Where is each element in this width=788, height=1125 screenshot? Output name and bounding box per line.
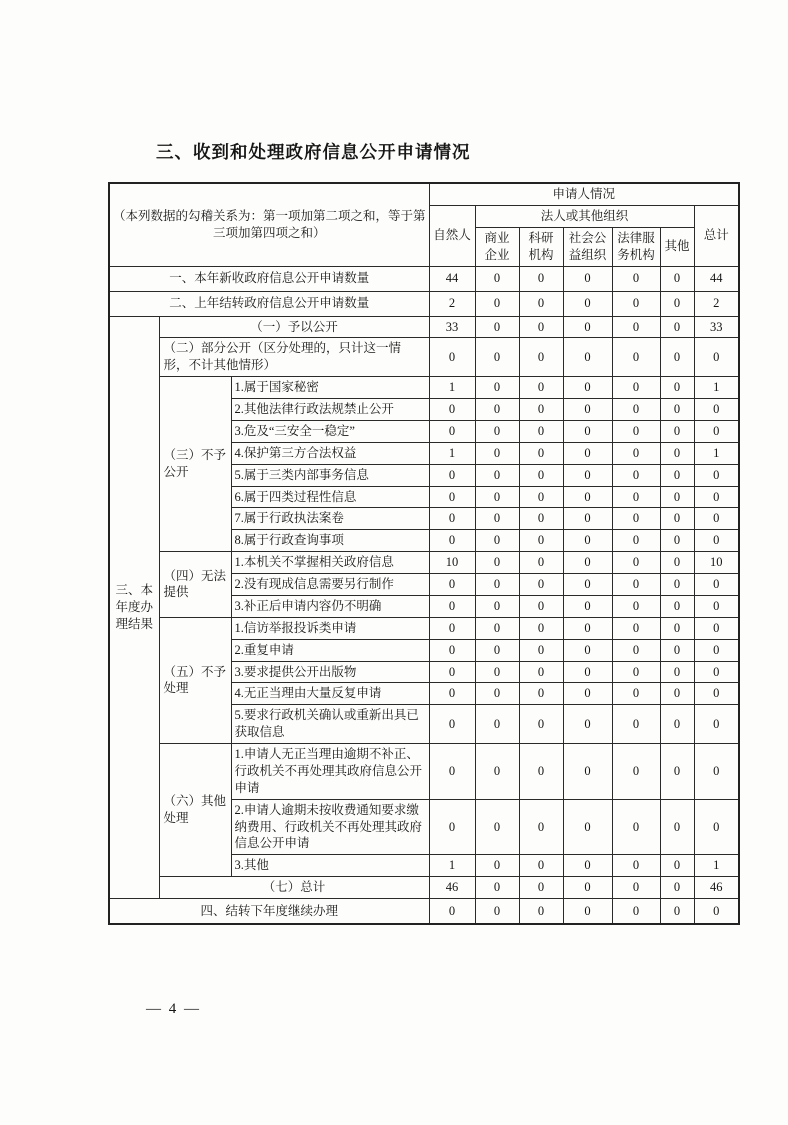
value-cell: 0 bbox=[612, 617, 660, 639]
value-cell: 1 bbox=[694, 377, 739, 399]
row-label: 1.属于国家秘密 bbox=[231, 377, 429, 399]
value-cell: 0 bbox=[475, 661, 519, 683]
value-cell: 0 bbox=[563, 530, 612, 552]
value-cell: 0 bbox=[660, 464, 694, 486]
value-cell: 0 bbox=[519, 486, 563, 508]
value-cell: 0 bbox=[475, 530, 519, 552]
row-label: 6.属于四类过程性信息 bbox=[231, 486, 429, 508]
table-row bbox=[109, 877, 739, 899]
value-cell: 0 bbox=[612, 877, 660, 899]
value-cell: 44 bbox=[694, 266, 739, 291]
value-cell: 0 bbox=[563, 508, 612, 530]
value-cell: 0 bbox=[519, 464, 563, 486]
value-cell: 0 bbox=[519, 744, 563, 800]
row-label: 4.无正当理由大量反复申请 bbox=[231, 683, 429, 705]
value-cell: 0 bbox=[519, 855, 563, 877]
value-cell: 0 bbox=[660, 799, 694, 855]
value-cell: 0 bbox=[519, 899, 563, 925]
value-cell: 33 bbox=[694, 316, 739, 338]
row-label: （一）予以公开 bbox=[159, 316, 429, 338]
value-cell: 0 bbox=[694, 595, 739, 617]
value-cell: 0 bbox=[475, 617, 519, 639]
value-cell: 0 bbox=[519, 316, 563, 338]
value-cell: 0 bbox=[660, 574, 694, 596]
section-label: 三、本年度办理结果 bbox=[109, 316, 159, 899]
value-cell: 0 bbox=[519, 574, 563, 596]
value-cell: 0 bbox=[660, 486, 694, 508]
value-cell: 0 bbox=[612, 399, 660, 421]
value-cell: 0 bbox=[429, 744, 475, 800]
row-label: 2.重复申请 bbox=[231, 639, 429, 661]
value-cell: 0 bbox=[519, 291, 563, 316]
value-cell: 0 bbox=[694, 508, 739, 530]
group-label: （五）不予处理 bbox=[159, 617, 231, 743]
value-cell: 0 bbox=[563, 595, 612, 617]
value-cell: 10 bbox=[694, 552, 739, 574]
value-cell: 0 bbox=[612, 377, 660, 399]
value-cell: 0 bbox=[563, 420, 612, 442]
value-cell: 0 bbox=[694, 486, 739, 508]
value-cell: 0 bbox=[429, 464, 475, 486]
value-cell: 0 bbox=[563, 744, 612, 800]
table-row bbox=[109, 338, 739, 377]
value-cell: 1 bbox=[429, 442, 475, 464]
value-cell: 0 bbox=[612, 683, 660, 705]
value-cell: 0 bbox=[563, 799, 612, 855]
group-label: （三）不予公开 bbox=[159, 377, 231, 552]
value-cell: 0 bbox=[694, 899, 739, 925]
value-cell: 0 bbox=[612, 442, 660, 464]
value-cell: 0 bbox=[519, 617, 563, 639]
value-cell: 46 bbox=[694, 877, 739, 899]
value-cell: 0 bbox=[429, 574, 475, 596]
value-cell: 0 bbox=[612, 486, 660, 508]
value-cell: 0 bbox=[660, 617, 694, 639]
value-cell: 0 bbox=[612, 799, 660, 855]
value-cell: 0 bbox=[660, 877, 694, 899]
header-total: 总计 bbox=[694, 205, 739, 266]
value-cell: 0 bbox=[660, 266, 694, 291]
value-cell: 0 bbox=[612, 552, 660, 574]
value-cell: 0 bbox=[429, 639, 475, 661]
header-applicant-group: 申请人情况 bbox=[429, 183, 739, 205]
group-label: （四）无法提供 bbox=[159, 552, 231, 618]
table-row bbox=[109, 316, 739, 338]
value-cell: 0 bbox=[519, 799, 563, 855]
value-cell: 0 bbox=[475, 377, 519, 399]
row-label: 2.其他法律行政法规禁止公开 bbox=[231, 399, 429, 421]
value-cell: 0 bbox=[694, 530, 739, 552]
value-cell: 0 bbox=[475, 291, 519, 316]
value-cell: 0 bbox=[660, 661, 694, 683]
value-cell: 0 bbox=[612, 338, 660, 377]
value-cell: 0 bbox=[694, 661, 739, 683]
row-label: 7.属于行政执法案卷 bbox=[231, 508, 429, 530]
value-cell: 0 bbox=[475, 420, 519, 442]
value-cell: 0 bbox=[660, 399, 694, 421]
value-cell: 0 bbox=[563, 855, 612, 877]
header-org-type: 法律服务机构 bbox=[612, 227, 660, 266]
value-cell: 0 bbox=[475, 799, 519, 855]
value-cell: 0 bbox=[660, 595, 694, 617]
row-label: 二、上年结转政府信息公开申请数量 bbox=[109, 291, 429, 316]
value-cell: 0 bbox=[660, 855, 694, 877]
row-label: 4.保护第三方合法权益 bbox=[231, 442, 429, 464]
table-row bbox=[109, 744, 739, 800]
group-label: （六）其他处理 bbox=[159, 744, 231, 877]
value-cell: 33 bbox=[429, 316, 475, 338]
row-label: 5.要求行政机关确认或重新出具已获取信息 bbox=[231, 705, 429, 744]
value-cell: 0 bbox=[563, 899, 612, 925]
value-cell: 1 bbox=[429, 855, 475, 877]
value-cell: 0 bbox=[429, 705, 475, 744]
value-cell: 0 bbox=[563, 486, 612, 508]
value-cell: 0 bbox=[694, 574, 739, 596]
value-cell: 0 bbox=[475, 266, 519, 291]
value-cell: 0 bbox=[660, 291, 694, 316]
value-cell: 0 bbox=[475, 486, 519, 508]
value-cell: 0 bbox=[429, 338, 475, 377]
value-cell: 0 bbox=[612, 420, 660, 442]
value-cell: 0 bbox=[660, 338, 694, 377]
value-cell: 0 bbox=[475, 899, 519, 925]
value-cell: 0 bbox=[563, 661, 612, 683]
value-cell: 0 bbox=[429, 899, 475, 925]
header-natural-person: 自然人 bbox=[429, 205, 475, 266]
value-cell: 0 bbox=[563, 552, 612, 574]
value-cell: 0 bbox=[694, 683, 739, 705]
value-cell: 0 bbox=[612, 266, 660, 291]
value-cell: 0 bbox=[612, 639, 660, 661]
value-cell: 0 bbox=[429, 508, 475, 530]
header-org-type: 社会公益组织 bbox=[563, 227, 612, 266]
value-cell: 0 bbox=[660, 442, 694, 464]
table-row bbox=[109, 899, 739, 925]
value-cell: 0 bbox=[475, 705, 519, 744]
value-cell: 0 bbox=[475, 442, 519, 464]
value-cell: 0 bbox=[612, 291, 660, 316]
value-cell: 0 bbox=[563, 377, 612, 399]
table-row bbox=[109, 291, 739, 316]
value-cell: 0 bbox=[429, 486, 475, 508]
value-cell: 0 bbox=[429, 595, 475, 617]
value-cell: 0 bbox=[563, 266, 612, 291]
row-label: 3.其他 bbox=[231, 855, 429, 877]
header-org-type: 科研机构 bbox=[519, 227, 563, 266]
value-cell: 0 bbox=[519, 442, 563, 464]
value-cell: 0 bbox=[475, 399, 519, 421]
value-cell: 2 bbox=[429, 291, 475, 316]
row-label: 2.没有现成信息需要另行制作 bbox=[231, 574, 429, 596]
value-cell: 0 bbox=[429, 661, 475, 683]
value-cell: 0 bbox=[429, 530, 475, 552]
value-cell: 0 bbox=[660, 508, 694, 530]
value-cell: 0 bbox=[660, 639, 694, 661]
value-cell: 0 bbox=[563, 291, 612, 316]
row-label: 2.申请人逾期未按收费通知要求缴纳费用、行政机关不再处理其政府信息公开申请 bbox=[231, 799, 429, 855]
value-cell: 0 bbox=[519, 530, 563, 552]
value-cell: 0 bbox=[612, 574, 660, 596]
value-cell: 0 bbox=[563, 442, 612, 464]
value-cell: 0 bbox=[660, 530, 694, 552]
report-table-wrap bbox=[108, 182, 738, 925]
value-cell: 0 bbox=[563, 338, 612, 377]
row-label: 1.申请人无正当理由逾期不补正、行政机关不再处理其政府信息公开申请 bbox=[231, 744, 429, 800]
value-cell: 0 bbox=[660, 420, 694, 442]
row-label: 5.属于三类内部事务信息 bbox=[231, 464, 429, 486]
value-cell: 0 bbox=[612, 899, 660, 925]
value-cell: 0 bbox=[475, 639, 519, 661]
row-label: （七）总计 bbox=[159, 877, 429, 899]
value-cell: 0 bbox=[429, 420, 475, 442]
table-header-row bbox=[109, 183, 739, 205]
value-cell: 0 bbox=[660, 899, 694, 925]
value-cell: 0 bbox=[475, 552, 519, 574]
value-cell: 0 bbox=[563, 683, 612, 705]
row-label: 3.补正后申请内容仍不明确 bbox=[231, 595, 429, 617]
value-cell: 0 bbox=[519, 399, 563, 421]
value-cell: 0 bbox=[694, 799, 739, 855]
row-label: （二）部分公开（区分处理的，只计这一情形，不计其他情形） bbox=[159, 338, 429, 377]
value-cell: 0 bbox=[660, 683, 694, 705]
value-cell: 0 bbox=[660, 377, 694, 399]
value-cell: 0 bbox=[429, 683, 475, 705]
value-cell: 0 bbox=[612, 316, 660, 338]
value-cell: 0 bbox=[612, 595, 660, 617]
row-label: 8.属于行政查询事项 bbox=[231, 530, 429, 552]
table-row bbox=[109, 377, 739, 399]
value-cell: 0 bbox=[612, 508, 660, 530]
row-label: 1.信访举报投诉类申请 bbox=[231, 617, 429, 639]
header-org-type: 其他 bbox=[660, 227, 694, 266]
value-cell: 0 bbox=[660, 552, 694, 574]
page-title: 三、收到和处理政府信息公开申请情况 bbox=[156, 142, 471, 162]
value-cell: 0 bbox=[694, 705, 739, 744]
report-table bbox=[108, 182, 740, 925]
value-cell: 0 bbox=[475, 338, 519, 377]
row-label: 一、本年新收政府信息公开申请数量 bbox=[109, 266, 429, 291]
value-cell: 0 bbox=[694, 617, 739, 639]
value-cell: 0 bbox=[612, 464, 660, 486]
value-cell: 0 bbox=[519, 595, 563, 617]
value-cell: 0 bbox=[694, 399, 739, 421]
value-cell: 0 bbox=[475, 744, 519, 800]
value-cell: 0 bbox=[429, 399, 475, 421]
value-cell: 1 bbox=[694, 442, 739, 464]
row-label: 3.危及“三安全一稳定” bbox=[231, 420, 429, 442]
value-cell: 0 bbox=[694, 639, 739, 661]
value-cell: 0 bbox=[563, 705, 612, 744]
value-cell: 0 bbox=[563, 399, 612, 421]
value-cell: 0 bbox=[660, 705, 694, 744]
value-cell: 0 bbox=[660, 316, 694, 338]
value-cell: 0 bbox=[519, 661, 563, 683]
value-cell: 0 bbox=[612, 855, 660, 877]
table-row bbox=[109, 617, 739, 639]
value-cell: 0 bbox=[519, 877, 563, 899]
header-legal-org-group: 法人或其他组织 bbox=[475, 205, 694, 227]
value-cell: 44 bbox=[429, 266, 475, 291]
value-cell: 0 bbox=[563, 316, 612, 338]
value-cell: 0 bbox=[475, 316, 519, 338]
value-cell: 0 bbox=[612, 661, 660, 683]
value-cell: 0 bbox=[563, 877, 612, 899]
value-cell: 0 bbox=[475, 855, 519, 877]
value-cell: 0 bbox=[563, 464, 612, 486]
value-cell: 10 bbox=[429, 552, 475, 574]
value-cell: 0 bbox=[475, 683, 519, 705]
value-cell: 2 bbox=[694, 291, 739, 316]
value-cell: 0 bbox=[429, 799, 475, 855]
value-cell: 0 bbox=[563, 574, 612, 596]
value-cell: 0 bbox=[475, 877, 519, 899]
value-cell: 0 bbox=[694, 338, 739, 377]
value-cell: 0 bbox=[612, 744, 660, 800]
value-cell: 0 bbox=[519, 420, 563, 442]
value-cell: 0 bbox=[519, 639, 563, 661]
table-row bbox=[109, 552, 739, 574]
row-label: 3.要求提供公开出版物 bbox=[231, 661, 429, 683]
value-cell: 0 bbox=[519, 338, 563, 377]
value-cell: 46 bbox=[429, 877, 475, 899]
value-cell: 0 bbox=[519, 266, 563, 291]
value-cell: 0 bbox=[475, 464, 519, 486]
value-cell: 1 bbox=[429, 377, 475, 399]
corner-note: （本列数据的勾稽关系为：第一项加第二项之和，等于第三项加第四项之和） bbox=[109, 183, 429, 266]
table-row bbox=[109, 266, 739, 291]
page-number: — 4 — bbox=[146, 1001, 201, 1017]
value-cell: 1 bbox=[694, 855, 739, 877]
value-cell: 0 bbox=[519, 683, 563, 705]
row-label: 四、结转下年度继续办理 bbox=[109, 899, 429, 925]
value-cell: 0 bbox=[660, 744, 694, 800]
value-cell: 0 bbox=[475, 574, 519, 596]
value-cell: 0 bbox=[519, 552, 563, 574]
value-cell: 0 bbox=[612, 705, 660, 744]
row-label: 1.本机关不掌握相关政府信息 bbox=[231, 552, 429, 574]
value-cell: 0 bbox=[694, 420, 739, 442]
value-cell: 0 bbox=[475, 595, 519, 617]
value-cell: 0 bbox=[429, 617, 475, 639]
value-cell: 0 bbox=[475, 508, 519, 530]
value-cell: 0 bbox=[563, 639, 612, 661]
header-org-type: 商业企业 bbox=[475, 227, 519, 266]
value-cell: 0 bbox=[519, 377, 563, 399]
value-cell: 0 bbox=[694, 464, 739, 486]
value-cell: 0 bbox=[563, 617, 612, 639]
value-cell: 0 bbox=[694, 744, 739, 800]
value-cell: 0 bbox=[519, 508, 563, 530]
value-cell: 0 bbox=[612, 530, 660, 552]
value-cell: 0 bbox=[519, 705, 563, 744]
